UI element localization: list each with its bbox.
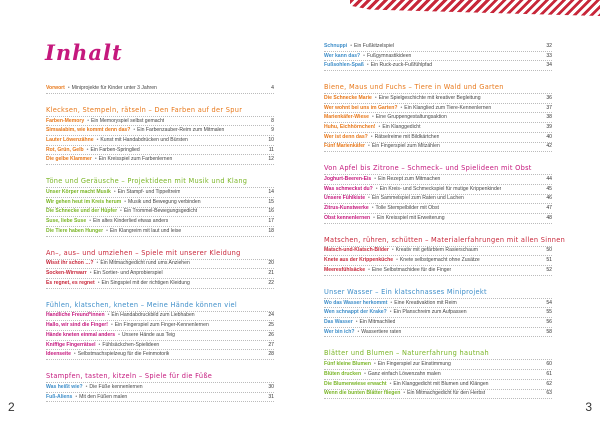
toc-entry[interactable] — [46, 393, 274, 403]
page-number-left: 2 — [8, 400, 15, 414]
toc-entry[interactable] — [46, 227, 274, 237]
entry-page-number: 31 — [268, 393, 274, 400]
entry-description: • Ein Planschreim zum Aufpassen — [389, 308, 467, 317]
toc-entry[interactable] — [324, 204, 552, 214]
entry-page-number: 28 — [268, 351, 274, 358]
entry-page-number: 27 — [268, 341, 274, 348]
entry-description: • Wassertiere raten — [356, 328, 401, 337]
entry-description: • Ein Kreisspiel zum Farbenlernen — [94, 155, 172, 164]
entry-title: Meeresfühlsäcke — [324, 266, 366, 273]
entry-title: Wisst ihr schon …? — [46, 260, 94, 267]
entry-description: • Fühlsäckchen-Spielideen — [98, 341, 160, 350]
toc-entry[interactable] — [324, 318, 552, 328]
entry-description: • Ein Klanggedicht mit Blumen und Klängen — [389, 380, 489, 389]
toc-entry[interactable] — [324, 175, 552, 185]
entry-description: • Kreativ mit gefärbtem Rasierschaum — [391, 246, 478, 255]
entry-description: • Ein Sortier- und Anprobierspiel — [89, 269, 163, 278]
entry-title: Hände kneten einmal anders — [46, 331, 116, 338]
entry-page-number: 48 — [546, 214, 552, 221]
entry-title: Die Tiere haben Hunger — [46, 227, 104, 234]
toc-column-right — [324, 42, 566, 399]
toc-entry[interactable] — [324, 328, 552, 338]
toc-entry[interactable] — [324, 256, 552, 266]
entry-title: Die Schnecke und der Hüpfer — [46, 208, 118, 215]
entry-description: • Mit den Füßen malen — [74, 393, 127, 402]
entry-page-number: 32 — [546, 42, 552, 49]
toc-entry[interactable] — [324, 52, 552, 62]
section-heading: Stampfen, tasten, kitzeln – Spiele für die Füße — [46, 366, 274, 383]
entry-description: • Ein Rezept zum Mitmachen — [373, 175, 440, 184]
toc-entry[interactable] — [46, 117, 274, 127]
toc-entry[interactable] — [46, 155, 274, 165]
toc-entry[interactable] — [46, 188, 274, 198]
entry-title: Socken-Wirrwarr — [46, 270, 87, 277]
toc-entry[interactable] — [324, 308, 552, 318]
toc-entry[interactable] — [324, 247, 552, 257]
toc-entry[interactable] — [46, 321, 274, 331]
entry-title: Was heißt wie? — [46, 383, 83, 390]
entry-title: Wen schnappt der Krake? — [324, 309, 387, 316]
entry-page-number: 33 — [546, 52, 552, 59]
entry-page-number: 24 — [268, 312, 274, 319]
entry-page-number: 45 — [546, 185, 552, 192]
entry-page-number: 37 — [546, 104, 552, 111]
entry-page-number: 4 — [271, 84, 274, 91]
entry-description: • Ein Stampf- und Tippeltreim — [113, 188, 181, 197]
entry-page-number: 58 — [546, 328, 552, 335]
entry-page-number: 9 — [271, 127, 274, 134]
section-heading: Fühlen, klatschen, kneten – Meine Hände können viel — [46, 295, 274, 312]
entry-description: • Ein Farbenzauber-Reim zum Mitmalen — [132, 126, 224, 135]
entry-title: Zitrus-Kunstwerke — [324, 205, 369, 212]
entry-description: • Ein altes Kinderlied etwas anders — [88, 217, 168, 226]
entry-page-number: 15 — [268, 198, 274, 205]
entry-page-number: 39 — [546, 123, 552, 130]
toc-entry[interactable] — [46, 126, 274, 136]
section-heading: Töne und Geräusche – Projektideen mit Musik und Klang — [46, 171, 274, 188]
toc-entry[interactable] — [324, 390, 552, 400]
entry-page-number: 17 — [268, 218, 274, 225]
page-number-right: 3 — [585, 400, 592, 414]
entry-page-number: 26 — [268, 331, 274, 338]
entry-title: Wer wohnt bei uns im Garten? — [324, 104, 398, 111]
entry-page-number: 10 — [268, 136, 274, 143]
toc-entry[interactable] — [324, 61, 552, 71]
entry-title: Lauter Löwenzähne — [46, 136, 94, 143]
entry-page-number: 42 — [546, 143, 552, 150]
entry-description: • Ein Fingerspiel zum Mitzählen — [367, 142, 440, 151]
entry-description: • Selbstmachspielzeug für die Feinmotorik — [73, 350, 170, 359]
entry-title: Huhu, Eichhörnchen! — [324, 123, 376, 130]
entry-page-number: 52 — [546, 266, 552, 273]
toc-entry[interactable] — [324, 266, 552, 276]
entry-title: Rot, Grün, Gelb — [46, 146, 84, 153]
entry-description: • Miniprojekte für Kinder unter 3 Jahren — [67, 84, 157, 93]
entry-description: • Ein Sammelspiel zum Raten und Lachen — [367, 194, 464, 203]
entry-title: Farben-Memory — [46, 117, 85, 124]
entry-description: • Ein Singspiel mit der richtigen Kleidung — [97, 279, 190, 288]
entry-description: • Ein Kreis- und Schmeckspiel für mutige Krippenkinder — [375, 185, 502, 194]
entry-title: Fünf kleine Blumen — [324, 361, 371, 368]
toc-column-left — [46, 84, 274, 402]
toc-entry[interactable] — [46, 341, 274, 351]
section-heading: Klecksen, Stempeln, rätseln – Den Farben auf der Spur — [46, 100, 274, 117]
entry-description: • Ein Klanggedicht — [378, 123, 421, 132]
entry-title: Wer kann das? — [324, 52, 361, 59]
toc-entry[interactable] — [46, 217, 274, 227]
entry-page-number: 44 — [546, 176, 552, 183]
entry-title: Die gelbe Klammer — [46, 156, 92, 163]
toc-entry[interactable] — [46, 208, 274, 218]
entry-description: • Unsere Hände aus Teig — [117, 331, 175, 340]
toc-entry[interactable] — [324, 195, 552, 205]
page-title: Inhalt — [45, 40, 123, 65]
entry-description: • Ein Farben-Springlied — [86, 146, 140, 155]
entry-page-number: 63 — [546, 390, 552, 397]
entry-title: Blüten drucken — [324, 370, 362, 377]
toc-entry[interactable] — [324, 104, 552, 114]
entry-title: Vorwort — [46, 84, 65, 91]
entry-description: • Ein Mitmachlied — [355, 318, 396, 327]
toc-entry[interactable] — [46, 198, 274, 208]
entry-description: • Eine Gruppengestaltungsaktion — [371, 113, 447, 122]
entry-description: • Ein Fußkitzelspiel — [349, 42, 394, 51]
entry-title: Simsalabim, wie kommt denn das? — [46, 127, 131, 134]
entry-page-number: 12 — [268, 156, 274, 163]
entry-page-number: 62 — [546, 380, 552, 387]
entry-page-number: 51 — [546, 257, 552, 264]
entry-title: Suse, liebe Suse — [46, 218, 87, 225]
entry-description: • Rätselreime mit Bildkärtchen — [370, 133, 440, 142]
entry-description: • Ein Memoryspiel selbst gemacht — [86, 117, 164, 126]
entry-page-number: 16 — [268, 208, 274, 215]
entry-title: Joghurt-Beeren-Eis — [324, 176, 372, 183]
entry-title: Schnuppi — [324, 42, 348, 49]
entry-title: Die Schnecke Marie — [324, 94, 372, 101]
section-heading: Unser Wasser – Ein klatschnasses Miniprojekt — [324, 282, 552, 299]
entry-title: Wenn die bunten Blätter fliegen — [324, 390, 401, 397]
toc-entry[interactable] — [46, 312, 274, 322]
entry-page-number: 56 — [546, 318, 552, 325]
toc-entry[interactable] — [46, 136, 274, 146]
toc-entry[interactable] — [324, 94, 552, 104]
toc-entry[interactable] — [324, 113, 552, 123]
entry-title: Fuß-Aliens — [46, 393, 73, 400]
entry-description: • Knete selbstgemacht ohne Zusätze — [395, 256, 480, 265]
entry-page-number: 21 — [268, 270, 274, 277]
toc-entry[interactable] — [46, 146, 274, 156]
entry-page-number: 40 — [546, 133, 552, 140]
toc-entry[interactable] — [324, 370, 552, 380]
entry-description: • Ein Klangreim mit laut und leise — [105, 227, 181, 236]
toc-entry[interactable] — [324, 143, 552, 153]
entry-title: Unsere Fühlkiste — [324, 195, 366, 202]
entry-page-number: 8 — [271, 117, 274, 124]
entry-page-number: 61 — [546, 370, 552, 377]
entry-title: Wo das Wasser herkommt — [324, 299, 388, 306]
entry-title: Matsch-und-Klatsch-Bilder — [324, 247, 389, 254]
entry-title: Kniffige Fingerrätsel — [46, 341, 96, 348]
entry-page-number: 60 — [546, 361, 552, 368]
entry-title: Fußsohlen-Spaß — [324, 62, 364, 69]
entry-title: Wer ist denn das? — [324, 133, 368, 140]
entry-description: • Ein Ruck-zuck-Fußfühlpfad — [366, 61, 432, 70]
entry-page-number: 25 — [268, 322, 274, 329]
toc-entry[interactable] — [46, 350, 274, 360]
entry-title: Obst kennenlernen — [324, 214, 371, 221]
toc-entry[interactable] — [324, 185, 552, 195]
entry-page-number: 18 — [268, 227, 274, 234]
entry-description: • Ein Mitmachgedicht für den Herbst — [402, 389, 485, 398]
toc-entry[interactable] — [46, 269, 274, 279]
entry-page-number: 46 — [546, 195, 552, 202]
toc-entry[interactable] — [324, 299, 552, 309]
section-heading: Blätter und Blumen – Naturerfahrung hautnah — [324, 343, 552, 360]
entry-description: • Ein Fingerspiel zur Einstimmung — [373, 360, 451, 369]
entry-description: • Kunst mit Handabdrücken und Bürsten — [96, 136, 188, 145]
entry-description: • Eine Spielgeschichte mit kreativer Begleitung — [374, 94, 481, 103]
toc-entry[interactable] — [324, 380, 552, 390]
toc-entry[interactable] — [324, 42, 552, 52]
section-heading: Biene, Maus und Fuchs – Tiere in Wald und Garten — [324, 77, 552, 94]
page-right — [300, 0, 600, 424]
entry-page-number: 22 — [268, 279, 274, 286]
toc-entry[interactable] — [324, 133, 552, 143]
entry-title: Fünf Marienkäfer — [324, 143, 366, 150]
entry-description: • Ein Handabdruckbild zum Liebhaben — [107, 311, 195, 320]
entry-title: Ideenseite — [46, 351, 71, 358]
entry-title: Das Wasser — [324, 318, 353, 325]
entry-title: Die Blumenwiese erwacht — [324, 380, 387, 387]
section-heading: An–, aus– und umziehen – Spiele mit unserer Kleidung — [46, 243, 274, 260]
entry-description: • Fußgymnastikideen — [362, 52, 411, 61]
toc-entry[interactable] — [324, 360, 552, 370]
entry-description: • Ein Fingerspiel zum Finger-Kennenlernen — [110, 321, 209, 330]
entry-page-number: 36 — [546, 94, 552, 101]
entry-title: Was schmeckst du? — [324, 185, 373, 192]
entry-page-number: 11 — [268, 146, 274, 153]
entry-description: • Ein Mitmachgedicht rund ums Anziehen — [96, 259, 190, 268]
entry-description: • Ein Klanglied zum Tiere-Kennenlernen — [400, 104, 492, 113]
toc-entry[interactable] — [324, 214, 552, 224]
entry-title: Es regnet, es regnet — [46, 279, 95, 286]
entry-page-number: 34 — [546, 62, 552, 69]
entry-description: • Ein Trommel-Bewegungsgedicht — [119, 207, 197, 216]
section-heading: Matschen, rühren, schütten – Materialerfahrungen mit allen Sinnen — [324, 230, 552, 247]
entry-title: Hallo, wir sind die Finger! — [46, 322, 108, 329]
entry-page-number: 55 — [546, 309, 552, 316]
entry-page-number: 47 — [546, 205, 552, 212]
entry-page-number: 30 — [268, 383, 274, 390]
entry-description: • Ein Kreisspiel mit Erweiterung — [372, 214, 444, 223]
toc-entry[interactable] — [46, 84, 274, 94]
toc-entry[interactable] — [46, 331, 274, 341]
toc-entry[interactable] — [324, 123, 552, 133]
entry-description: • Ganz einfach Löwenzahn malen — [363, 370, 441, 379]
entry-description: • Tolle Stempelbilder mit Obst — [371, 204, 439, 213]
entry-page-number: 38 — [546, 114, 552, 121]
toc-entry[interactable] — [46, 279, 274, 289]
entry-page-number: 54 — [546, 299, 552, 306]
entry-title: Marienkäfer-Wiese — [324, 114, 369, 121]
section-heading: Von Apfel bis Zitrone – Schmeck– und Spielideen mit Obst — [324, 158, 552, 175]
entry-description: • Die Füße kennenlernen — [85, 383, 143, 392]
entry-description: • Eine Kreativaktion mit Reim — [389, 299, 456, 308]
entry-title: Wir gehen heut im Kreis herum — [46, 198, 122, 205]
toc-entry[interactable] — [46, 260, 274, 270]
entry-title: Knete aus der Krippenküche — [324, 257, 394, 264]
entry-title: Wer bin ich? — [324, 328, 355, 335]
entry-page-number: 50 — [546, 247, 552, 254]
entry-title: Handliche Freund*innen — [46, 312, 105, 319]
entry-page-number: 14 — [268, 188, 274, 195]
entry-description: • Eine Selbstmachidee für die Finger — [367, 266, 451, 275]
entry-description: • Musik und Bewegung verbinden — [123, 198, 200, 207]
entry-title: Unser Körper macht Musik — [46, 188, 111, 195]
toc-entry[interactable] — [46, 383, 274, 393]
entry-page-number: 20 — [268, 260, 274, 267]
